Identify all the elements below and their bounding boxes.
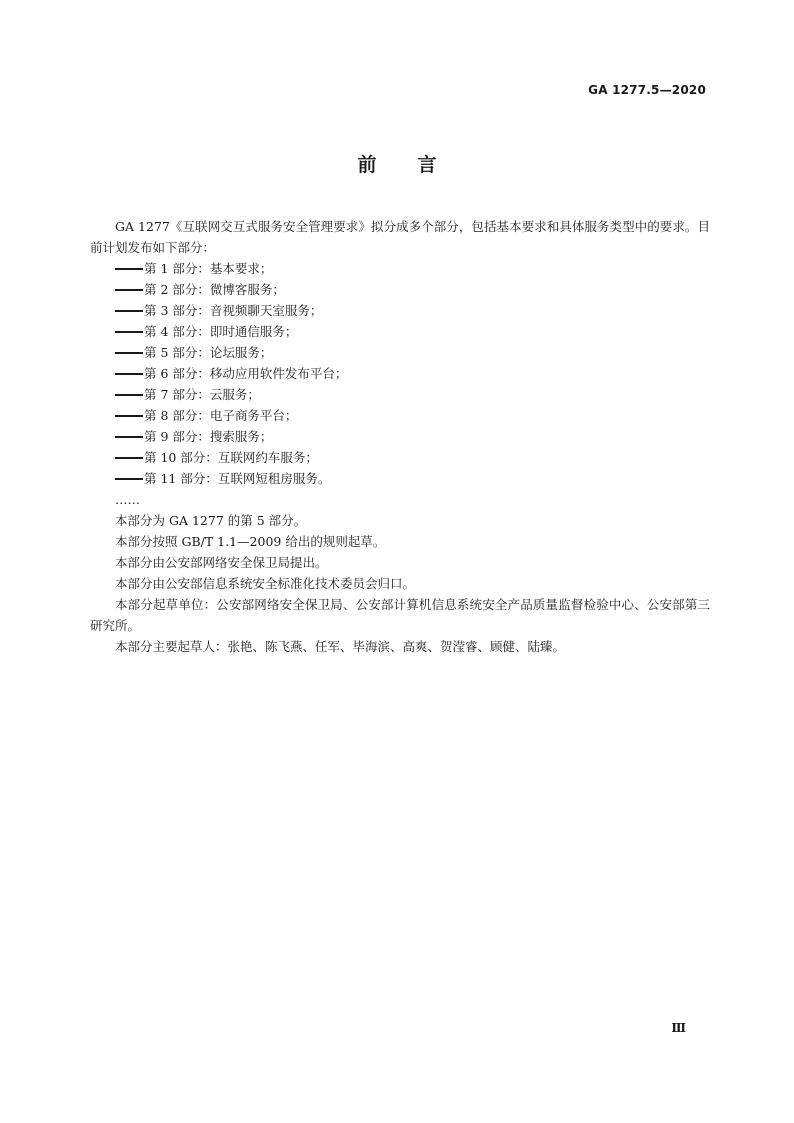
list-item [90, 258, 710, 279]
dash-mark [115, 436, 143, 438]
document-body [90, 216, 710, 657]
dash-mark [115, 415, 143, 417]
list-item [90, 279, 710, 300]
dash-mark [115, 331, 143, 333]
page-title: 前言 [357, 154, 478, 176]
statement-proposer: 本部分由公安部网络安全保卫局提出。 [115, 555, 328, 570]
list-item-text: 第 5 部分：论坛服务； [144, 345, 273, 360]
statement-drafting-rules: 本部分按照 GB/T 1.1—2009 给出的规则起草。 [115, 534, 386, 549]
list-item [90, 447, 710, 468]
standard-number-header: GA 1277.5—2020 [588, 83, 706, 97]
statement-centralized-by: 本部分由公安部信息系统安全标准化技术委员会归口。 [115, 576, 416, 591]
list-item-text: 第 3 部分：音视频聊天室服务； [144, 303, 323, 318]
dash-mark [115, 373, 143, 375]
list-item-text: 第 11 部分：互联网短租房服务。 [144, 471, 331, 486]
list-item [90, 405, 710, 426]
dash-mark [115, 478, 143, 480]
list-ellipsis: …… [115, 492, 140, 507]
list-item-text: 第 2 部分：微博客服务； [144, 282, 285, 297]
dash-mark [115, 310, 143, 312]
list-item-text: 第 7 部分：云服务； [144, 387, 260, 402]
list-item [90, 300, 710, 321]
list-item-text: 第 1 部分：基本要求； [144, 261, 273, 276]
intro-paragraph: GA 1277《互联网交互式服务安全管理要求》拟分成多个部分，包括基本要求和具体服务类型中的要求。目前计划发布如下部分： [90, 219, 710, 255]
list-item [90, 321, 710, 342]
list-item-text: 第 9 部分：搜索服务； [144, 429, 273, 444]
list-item-text: 第 4 部分：即时通信服务； [144, 324, 298, 339]
page-number: Ⅲ [671, 1021, 686, 1035]
list-item [90, 363, 710, 384]
statement-part-number: 本部分为 GA 1277 的第 5 部分。 [115, 513, 307, 528]
list-item [90, 342, 710, 363]
statement-drafting-units: 本部分起草单位：公安部网络安全保卫局、公安部计算机信息系统安全产品质量监督检验中心、公安部第三研究所。 [90, 597, 710, 633]
list-item-text: 第 6 部分：移动应用软件发布平台； [144, 366, 348, 381]
parts-list [90, 258, 710, 489]
statement-drafters: 本部分主要起草人：张艳、陈飞燕、任军、毕海滨、高爽、贺滢睿、顾健、陆臻。 [115, 639, 566, 654]
dash-mark [115, 394, 143, 396]
list-item [90, 426, 710, 447]
dash-mark [115, 268, 143, 270]
list-item-text: 第 10 部分：互联网约车服务； [144, 450, 318, 465]
dash-mark [115, 352, 143, 354]
list-item-text: 第 8 部分：电子商务平台； [144, 408, 298, 423]
dash-mark [115, 289, 143, 291]
list-item [90, 384, 710, 405]
dash-mark [115, 457, 143, 459]
list-item [90, 468, 710, 489]
